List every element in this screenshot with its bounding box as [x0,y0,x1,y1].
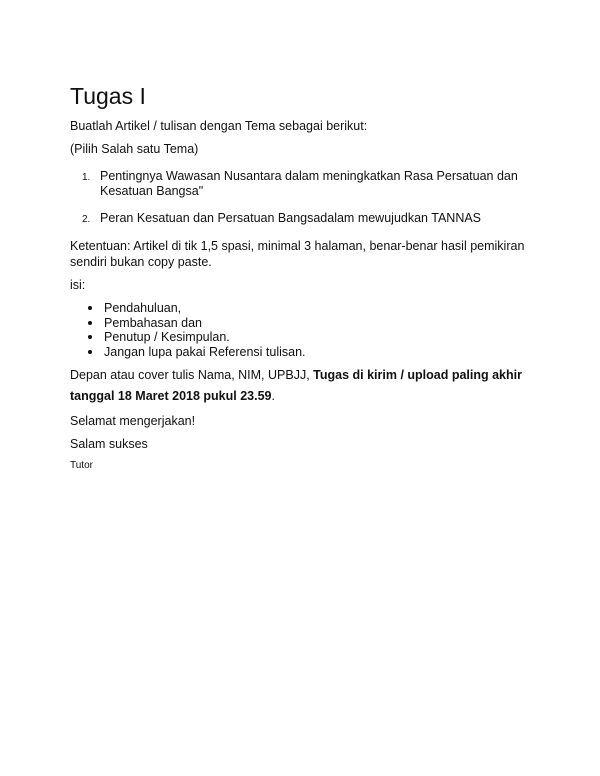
closing-text: Salam sukses [70,437,148,452]
contents-item [70,330,550,345]
rules-text: Ketentuan: Artikel di tik 1,5 spasi, minimal 3 halaman, benar-benar hasil pemikiran sendiri bukan copy paste. [70,239,525,269]
deadline-bold-text: Tugas di kirim / upload paling akhir tanggal 18 Maret 2018 pukul 23.59 [70,368,522,404]
bullet-icon [88,306,92,310]
theme-item [70,169,550,199]
bullet-icon [88,335,92,339]
contents-item [70,301,550,316]
theme-number: 2. [82,214,91,225]
contents-list [70,301,550,359]
greeting-text: Selamat mengerjakan! [70,414,196,429]
intro-text: Buatlah Artikel / tulisan dengan Tema sebagai berikut: [70,119,368,133]
theme-list [70,169,550,226]
document-page [70,82,550,472]
theme-text: Peran Kesatuan dan Persatuan Bangsadalam mewujudkan TANNAS [100,211,482,225]
contents-item [70,345,550,360]
isi-label: isi: [70,278,86,292]
contents-item-text: Pendahuluan, [104,301,182,315]
contents-item-text: Penutup / Kesimpulan. [104,330,230,345]
theme-number: 1. [82,172,91,183]
theme-text: Pentingnya Wawasan Nusantara dalam meningkatkan Rasa Persatuan dan Kesatuan Bangsa" [100,169,518,198]
signature-text: Tutor [70,460,93,472]
deadline-end: . [271,389,275,404]
cover-text: Depan atau cover tulis Nama, NIM, UPBJJ, [70,368,314,383]
deadline-paragraph [70,365,550,407]
contents-item [70,316,550,331]
theme-item [70,211,550,226]
bullet-icon [88,321,92,325]
document-title: Tugas I [70,83,146,109]
contents-item-text: Pembahasan dan [104,315,202,330]
contents-item-text: Jangan lupa pakai Referensi tulisan. [104,344,306,359]
bullet-icon [88,350,92,354]
choose-note: (Pilih Salah satu Tema) [70,142,199,156]
